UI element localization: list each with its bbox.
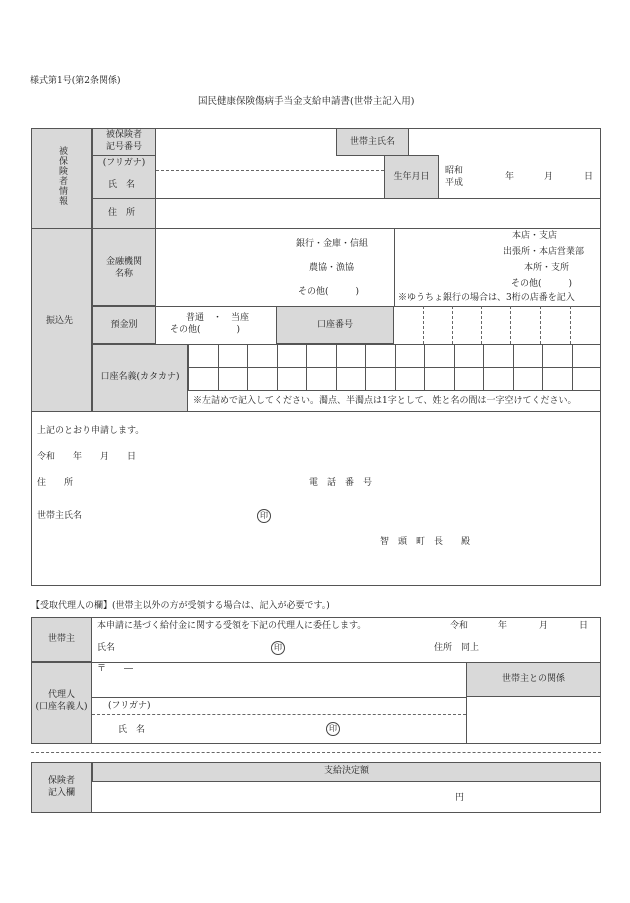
- holder-name-grid[interactable]: [188, 344, 601, 390]
- holder-note: ※左詰めで記入してください。濁点、半濁点は1字として、姓と名の間は一字空けてください。: [193, 396, 577, 406]
- branch-4: その他( ): [511, 279, 573, 289]
- agent-label-1: 代理人: [47, 690, 75, 700]
- agent-postal[interactable]: 〒 ―: [97, 664, 134, 674]
- account-number-label: 口座番号: [316, 320, 353, 330]
- proxy-day-label: 日: [579, 621, 589, 631]
- insured-section-label: 被保険者情報: [57, 146, 67, 206]
- bank-label-1: 金融機関: [105, 257, 142, 267]
- transfer-section-label: 振込先: [46, 316, 74, 326]
- relation-field[interactable]: [468, 699, 599, 742]
- insurer-label-1: 保険者: [47, 776, 75, 786]
- amount-label: 支給決定額: [323, 766, 369, 776]
- agent-label-2: (口座名義人): [35, 702, 88, 712]
- proxy-date-era: 令和: [450, 621, 469, 631]
- branch-2: 出張所・本店営業部: [503, 247, 585, 257]
- seal-mark: 印: [257, 509, 271, 523]
- form-title: 国民健康保険傷病手当金支給申請書(世帯主記入用): [198, 96, 415, 107]
- apply-head-name-label: 世帯主氏名: [37, 511, 83, 521]
- proxy-head-name-field[interactable]: [115, 640, 265, 656]
- yen-unit: 円: [455, 793, 465, 803]
- deposit-options-1[interactable]: 普通 ・ 当座: [186, 313, 250, 323]
- form-number: 様式第1号(第2条関係): [30, 76, 121, 86]
- row-line: [188, 390, 601, 391]
- proxy-head-name-label: 氏名: [97, 643, 116, 653]
- holder-label: 口座名義(カタカナ): [100, 372, 180, 382]
- birth-month-label: 月: [544, 172, 554, 182]
- bank-name-field[interactable]: [157, 230, 287, 304]
- bank-label-2: 名称: [114, 269, 133, 279]
- apply-phone-label: 電 話 番 号: [309, 478, 373, 488]
- apply-date[interactable]: 令和 年 月 日: [37, 452, 137, 462]
- bank-types-1: 銀行・金庫・信組: [296, 239, 369, 249]
- deposit-options-2[interactable]: その他( ): [170, 325, 241, 335]
- cut-line: [31, 752, 601, 753]
- birth-label: 生年月日: [393, 172, 430, 182]
- row-line: [92, 697, 466, 698]
- agent-name-field[interactable]: [160, 716, 310, 742]
- furigana-label: (フリガナ): [102, 158, 146, 168]
- yucho-note: ※ゆうちょ銀行の場合は、3桁の店番を記入: [398, 293, 575, 303]
- head-name-label: 世帯主氏名: [349, 137, 395, 147]
- insured-number-label-1: 被保険者: [105, 130, 142, 140]
- proxy-month-label: 月: [539, 621, 549, 631]
- birth-day-label: 日: [584, 172, 594, 182]
- insurer-label-2: 記入欄: [47, 788, 75, 798]
- proxy-head-seal: 印: [271, 641, 285, 655]
- agent-address-field[interactable]: [97, 676, 463, 696]
- branch-3: 本所・支所: [524, 263, 570, 273]
- proxy-heading: 【受取代理人の欄】(世帯主以外の方が受領する場合は、記入が必要です。): [31, 601, 330, 611]
- bank-types-3: その他( ): [298, 287, 360, 297]
- col-line: [394, 228, 395, 306]
- era-showa: 昭和: [445, 166, 464, 176]
- proxy-year-label: 年: [498, 621, 508, 631]
- birth-year-label: 年: [505, 172, 515, 182]
- branch-1: 本店・支店: [512, 231, 558, 241]
- apply-section: [31, 411, 601, 586]
- era-heisei: 平成: [445, 178, 464, 188]
- address-field[interactable]: [157, 200, 599, 228]
- proxy-head-label: 世帯主: [47, 634, 75, 644]
- relation-label: 世帯主との関係: [501, 674, 565, 684]
- row-line: [156, 198, 601, 199]
- agent-seal: 印: [326, 722, 340, 736]
- agent-furigana-label: (フリガナ): [108, 701, 151, 711]
- apply-phone-field[interactable]: [390, 474, 590, 490]
- insured-number-field[interactable]: [157, 129, 335, 155]
- apply-address-label: 住 所: [37, 478, 74, 488]
- deposit-label: 預金別: [110, 320, 138, 330]
- account-number-field[interactable]: [395, 307, 600, 343]
- agent-name-label: 氏 名: [118, 725, 146, 735]
- bank-types-2: 農協・漁協: [309, 263, 355, 273]
- addressee: 智 頭 町 長 殿: [380, 537, 471, 547]
- proxy-head-address: 住所 同上: [434, 643, 480, 653]
- apply-statement: 上記のとおり申請します。: [37, 426, 145, 436]
- insured-number-label-2: 記号番号: [105, 142, 142, 152]
- name-field[interactable]: [157, 171, 383, 198]
- head-name-field[interactable]: [410, 129, 600, 155]
- name-label: 氏 名: [108, 180, 136, 190]
- agent-furigana-divider: [92, 714, 466, 715]
- address-label: 住 所: [108, 208, 136, 218]
- apply-head-name-field[interactable]: [95, 507, 255, 523]
- apply-address-field[interactable]: [90, 474, 290, 490]
- furigana-field[interactable]: [157, 156, 383, 170]
- amount-field[interactable]: [94, 784, 444, 810]
- delegation-text: 本申請に基づく給付金に関する受領を下記の代理人に委任します。: [97, 621, 367, 631]
